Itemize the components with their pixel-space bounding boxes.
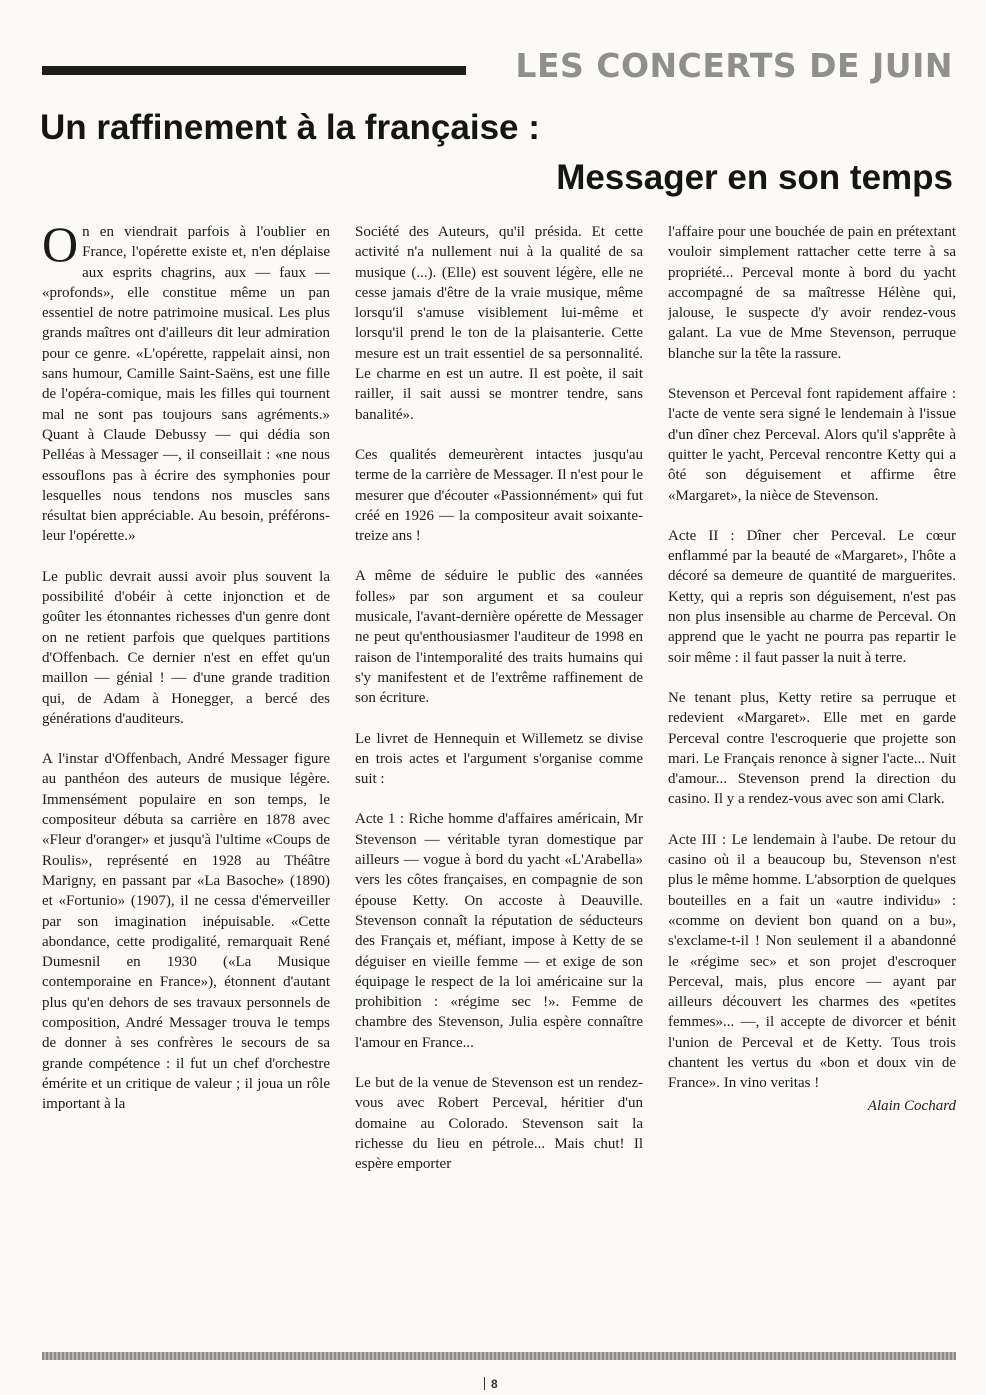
paragraph: Société des Auteurs, qu'il présida. Et cette activité n'a nullement nui à la qualité de sa musique (...). (Elle) est souvent légère, elle ne cesse jamais d'être de la vraie musique, même lorsqu'il s'amuse visiblement lui-même et lorsqu'il prend le ton de la plaisanterie. Cette mesure est un trait essentiel de sa personnalité. Le charme en est un autre. Il est poète, il sait railler, il sait aussi se montrer tendre, sans banalité».: [355, 224, 643, 423]
paragraph: A même de séduire le public des «années folles» par son argument et sa couleur musicale, l'avant-dernière opérette de Messager ne peut qu'enthousiasmer l'auditeur de 1998 en raison de l'intemporalité des traits humains qui s'y manifestent et de l'extrême raffinement de son écriture.: [355, 568, 643, 707]
footer-rule: [42, 1352, 956, 1360]
paragraph: Acte II : Dîner cher Perceval. Le cœur enflammé par la beauté de «Margaret», l'hôte a décoré sa demeure de quantité de marguerites. Ketty, qui a repris son déguisement, n'est pas non plus insensible au charme de Perceval. On apprend que le yacht ne pourra pas repartir le soir même : il faut passer la nuit à terre.: [668, 527, 956, 666]
column-1: [42, 222, 330, 1340]
page-number: 8: [484, 1377, 498, 1391]
article-title: [40, 103, 953, 203]
paragraph: Le public devrait aussi avoir plus souvent la possibilité d'obéir à cette injonction et de goûter les étonnantes richesses d'un genre dont on ne retient parfois que quelques partitions d'Offenbach. Ce dernier n'est en effet qu'un maillon — génial ! — d'une grande tradition qui, de Adam à Honegger, a bercé des générations d'auditeurs.: [42, 568, 330, 727]
paragraph: Stevenson et Perceval font rapidement affaire : l'acte de vente sera signé le lendemain à l'issue d'un dîner chez Perceval. Alors qu'il s'apprête à quitter le yacht, Perceval rencontre Ketty qui a ôté son déguisement et affirme être «Margaret», la nièce de Stevenson.: [668, 386, 956, 504]
article-title-line-1: Un raffinement à la française :: [40, 108, 540, 147]
drop-cap: O: [42, 222, 79, 272]
header-rule: [42, 66, 466, 75]
paragraph: A l'instar d'Offenbach, André Messager figure au panthéon des auteurs de musique légère. Immensément populaire en son temps, le compositeur débuta sa carrière en 1878 avec «Fleur d'oranger» et jusqu'à l'ultime «Coups de Roulis», représenté en 1928 au Théâtre Marigny, en passant par «La Basoche» (1890) et «Fortunio» (1907), il ne cessa d'émerveiller par son imagination inépuisable. «Cette abondance, cette prodigalité, remarquait René Dumesnil en 1930 («La Musique contemporaine en France»), étonnent d'autant plus qu'en dehors de ses travaux personnels de composition, André Messager trouva le temps de donner à ses confrères le secours de sa grande compétence : il fut un chef d'orchestre émérite et un critique de valeur ; il joua un rôle important à la: [42, 751, 330, 1113]
paragraph: Acte 1 : Riche homme d'affaires américain, Mr Stevenson — véritable tyran domestique par ailleurs — vogue à bord du yacht «L'Arabella» vers les côtes françaises, en compagnie de son épouse Ketty. On accoste à Deauville. Stevenson connaît la réputation de séducteurs des Français et, méfiant, impose à Ketty de se déguiser en vieille femme — et exige de son équipage le respect de la loi américaine sur la prohibition : «régime sec !». Femme de chambre des Stevenson, Julia espère connaître l'amour en France...: [355, 811, 643, 1051]
paragraph: Acte III : Le lendemain à l'aube. De retour du casino où il a beaucoup bu, Stevenson n'est plus le même homme. L'absorption de quelques bouteilles en a fait un «autre individu» : «comme on devient bon quand on a bu», s'exclame-t-il ! Non seulement il a abandonné le «régime sec» et son projet d'escroquer Perceval, mais, plus encore — ayant par ailleurs découvert les charmes des «petites femmes»... —, il accepte de divorcer et bénit l'union de Perceval et de Ketty. Tous trois chantent les vertus du «bon et doux vin de France». In vino veritas !: [668, 831, 956, 1092]
paragraph: Le but de la venue de Stevenson est un rendez-vous avec Robert Perceval, héritier d'un domaine au Colorado. Stevenson sait la richesse du lieu en pétrole... Mais chut! Il espère emporter: [355, 1074, 643, 1173]
paragraph: Le livret de Hennequin et Willemetz se divise en trois actes et l'argument s'organise comme suit :: [355, 730, 643, 788]
section-title: LES CONCERTS DE JUIN: [515, 46, 953, 85]
author-signature: Alain Cochard: [867, 1097, 956, 1114]
paragraph: Ne tenant plus, Ketty retire sa perruque et redevient «Margaret». Elle met en garde Perceval contre l'escroquerie que projette son mari. Le Français renonce à signer l'acte... Nuit d'amour... Stevenson prend la direction du casino. Il y a rendez-vous avec son ami Clark.: [668, 689, 956, 808]
article-body: [42, 222, 956, 1340]
paragraph: Ces qualités demeurèrent intactes jusqu'au terme de la carrière de Messager. Il n'est pour le mesurer que d'écouter «Passionnément» qui fut créé en 1926 — la compositeur avait soixante-treize ans !: [355, 446, 643, 545]
paragraph: l'affaire pour une bouchée de pain en prétextant vouloir simplement rattacher cette terre à sa propriété... Perceval monte à bord du yacht accompagné de sa maîtresse Hélène qui, jalouse, le suspecte d'y avoir rendez-vous galant. La vue de Mme Stevenson, perruque blanche sur la tête la rassure.: [668, 224, 956, 362]
article-title-line-2: Messager en son temps: [556, 158, 953, 197]
column-2: [355, 222, 643, 1340]
column-3: [668, 222, 956, 1340]
paragraph: [42, 222, 330, 547]
paragraph-text: n en viendrait parfois à l'oublier en France, l'opérette existe et, n'en déplaise aux esprits chagrins, aux — faux — «profonds», elle constitue même un pan essentiel de notre patrimoine musical. Les plus grands maîtres ont d'ailleurs dit leur admiration pour ce genre. «L'opérette, rappelait ainsi, non sans humour, Camille Saint-Saëns, est une fille de l'opéra-comique, mais les filles qui tournent mal ne sont pas toujours sans agréments.» Quant à Claude Debussy — qui dédia son Pelléas à Messager —, il conseillait : «ne nous essouflons pas à écrire des symphonies pour lesquelles nous tendons nos muscles sans résultat bien appréciable. Au besoin, préférons-leur l'opérette.»: [42, 224, 330, 545]
